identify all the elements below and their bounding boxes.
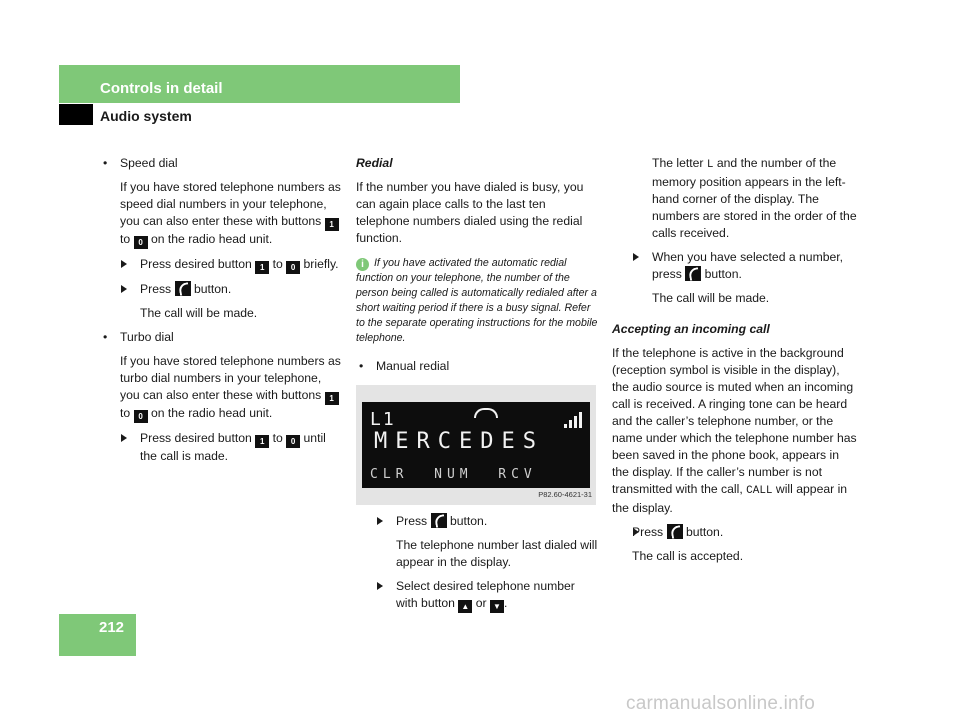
redial-heading: Redial: [356, 156, 393, 170]
phone-button-icon: [667, 524, 683, 539]
step-press-until-made: Press desired button 1 to 0 until the call is made.: [100, 430, 342, 465]
lcd-screen: [362, 402, 590, 488]
accept-text: If the telephone is active in the background (reception symbol is visible in the display), the audio source is muted when an incoming call is received. A ringing tone can be heard and the caller’s telephone number, or the name under which the telephone number has been saved in the phone book, appears in the display. If the caller’s number is not transmitted with the call, CALL will appear in the display.: [612, 346, 857, 515]
accept-heading: Accepting an incoming call: [612, 322, 770, 336]
bullet-turbo-dial: • Turbo dial: [100, 329, 342, 346]
step-press-phone-button: Press button.: [100, 281, 342, 298]
lcd-memory-line: L1: [370, 409, 396, 430]
step-accept-call: Press button.: [612, 524, 858, 541]
phone-button-icon: [175, 281, 191, 296]
result-call-made: The call will be made.: [652, 291, 770, 305]
button-1-icon: 1: [255, 435, 269, 448]
watermark: carmanualsonline.info: [626, 693, 816, 714]
redial-text: If the number you have dialed is busy, you can again place calls to the last ten telephone numbers dialed using the redial function.: [356, 180, 584, 245]
button-0-icon: 0: [134, 410, 148, 423]
button-0-icon: 0: [286, 261, 300, 274]
step-press-phone-button: Press button.: [356, 513, 598, 530]
info-note: i If you have activated the automatic redial function on your telephone, the number of the person being called is automatically redialed after a short waiting period if there is a busy signal. Refer to the separate operating instructions for the mobile telephone.: [356, 257, 598, 344]
lcd-softkey-labels: CLR NUM RCV: [370, 467, 537, 482]
page-number: 212: [99, 619, 125, 636]
turbo-dial-text: If you have stored telephone numbers as turbo dial numbers in your telephone, you can also enter these with buttons 1 to 0 on the radio head unit.: [120, 354, 341, 421]
button-1-icon: 1: [255, 261, 269, 274]
button-0-icon: 0: [134, 236, 148, 249]
result-last-dialed: The telephone number last dialed will appear in the display.: [396, 538, 598, 569]
column-2: [356, 155, 598, 620]
button-1-icon: 1: [325, 392, 339, 405]
button-1-icon: 1: [325, 218, 339, 231]
lcd-name-line: MERCEDES: [374, 429, 544, 454]
down-arrow-icon: ▼: [490, 600, 504, 613]
subsection-title: Audio system: [100, 108, 192, 124]
handset-icon: [474, 408, 498, 418]
button-0-icon: 0: [286, 435, 300, 448]
result-call-made: The call will be made.: [140, 306, 258, 320]
signal-strength-icon: [564, 410, 582, 428]
step-when-selected: When you have selected a number, press button.: [612, 249, 858, 283]
phone-button-icon: [685, 266, 701, 281]
letter-l-text: The letter L and the number of the memory position appears in the left-hand corner of the display. The numbers are stored in the order of the calls received.: [652, 156, 857, 240]
call-word: CALL: [746, 485, 773, 497]
page-number-box: [59, 614, 136, 656]
speed-dial-text: If you have stored telephone numbers as speed dial numbers in your telephone, you can also enter these with buttons 1 to 0 on the radio head unit.: [120, 180, 341, 247]
column-1: [100, 155, 342, 472]
phone-button-icon: [431, 513, 447, 528]
step-select-number: Select desired telephone number with button ▲ or ▼ .: [356, 578, 598, 613]
section-title: Controls in detail: [100, 80, 223, 97]
step-press-button-briefly: Press desired button 1 to 0 briefly.: [100, 256, 342, 274]
up-arrow-icon: ▲: [458, 600, 472, 613]
info-icon: i: [356, 258, 369, 271]
bullet-speed-dial: • Speed dial: [100, 155, 342, 172]
column-3: [612, 155, 858, 572]
figure-code: P82.60-4621-31: [538, 490, 592, 499]
radio-display-figure: [356, 385, 596, 505]
subsection-marker: [59, 104, 93, 125]
bullet-manual-redial: • Manual redial: [356, 358, 598, 375]
letter-l: L: [706, 159, 714, 171]
result-call-accepted: The call is accepted.: [632, 549, 744, 563]
